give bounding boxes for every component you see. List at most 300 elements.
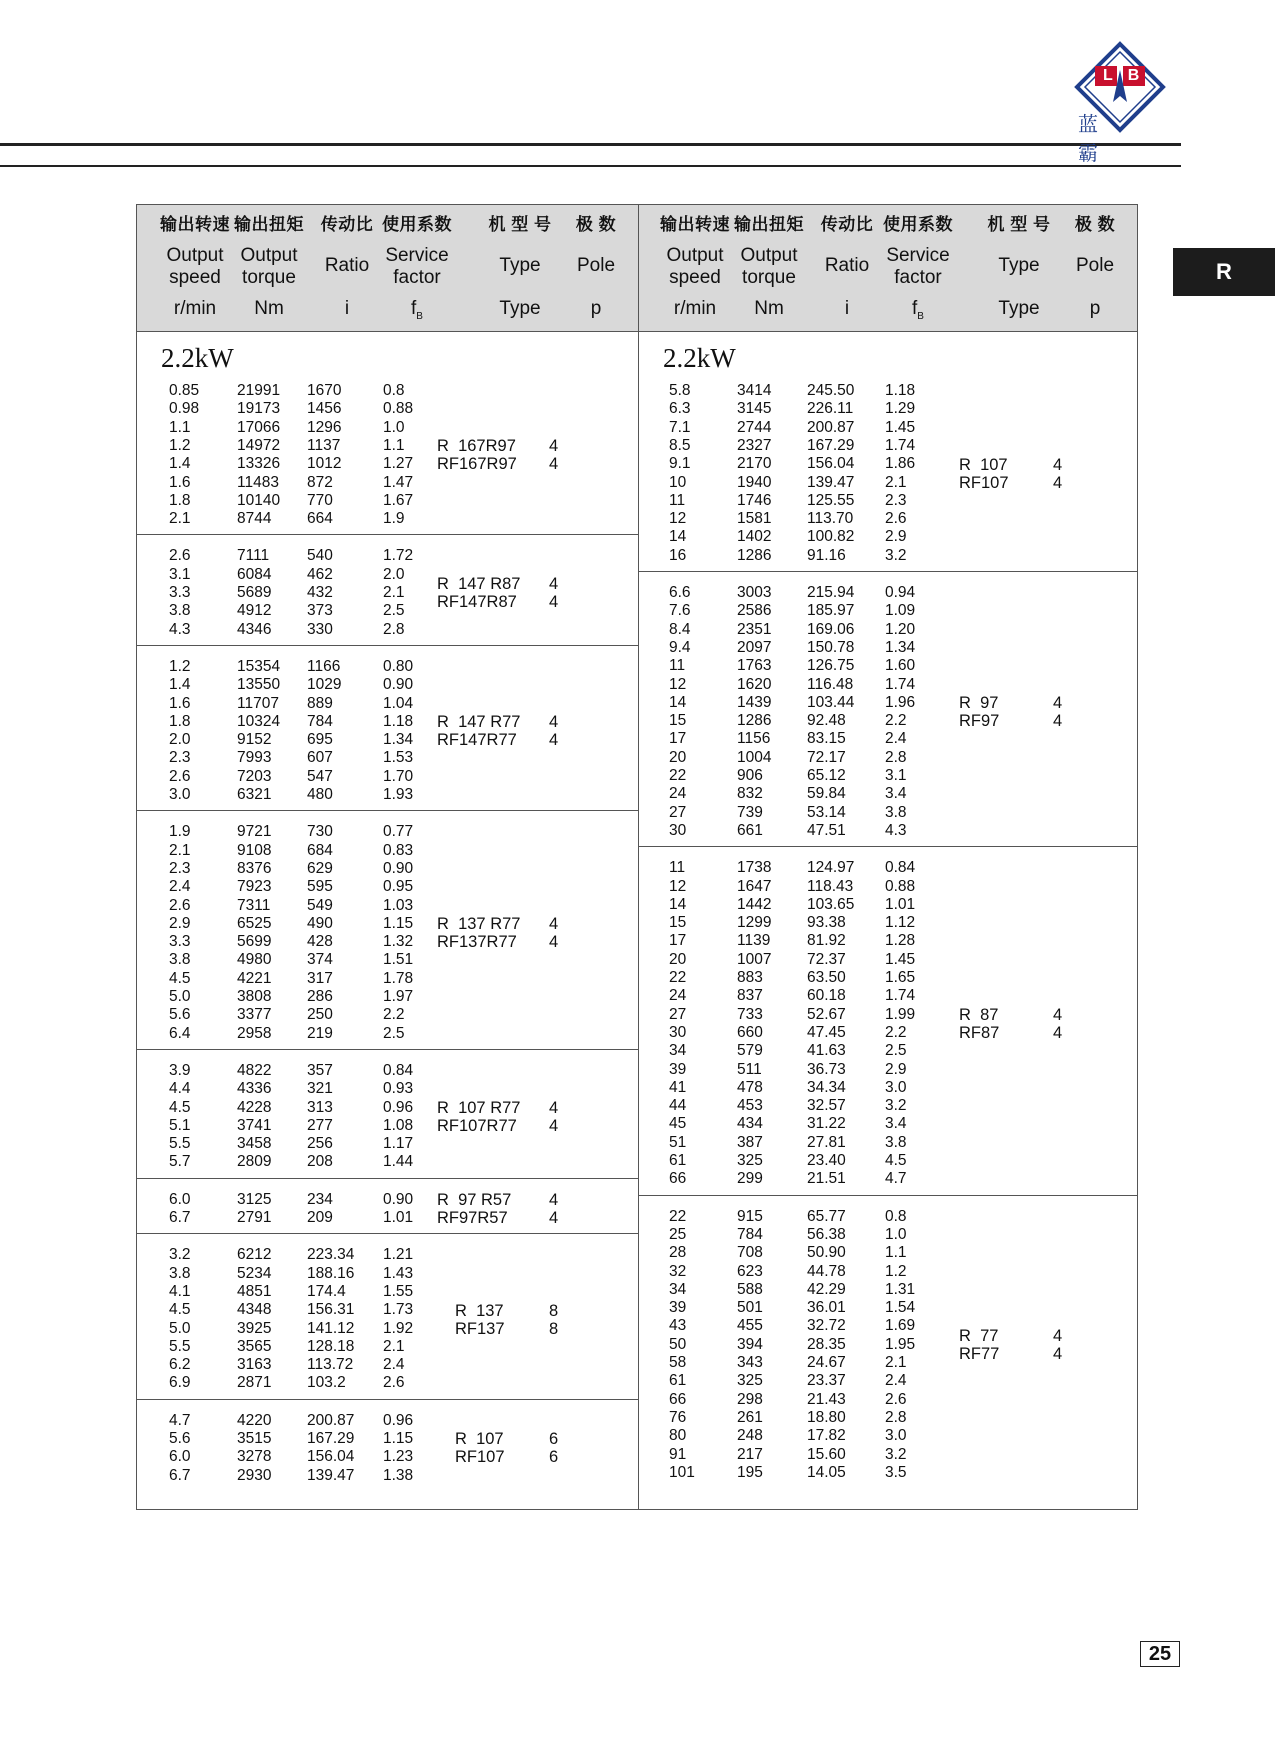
torque-cell: 3458: [237, 1135, 272, 1153]
speed-cell: 101: [669, 1463, 695, 1481]
ratio-cell: 50.90: [807, 1244, 846, 1262]
section-tab-r[interactable]: R: [1173, 248, 1275, 296]
factor-cell: 0.77: [383, 823, 414, 841]
factor-cell: 1.09: [885, 602, 916, 620]
speed-cell: 2.4: [169, 878, 191, 896]
factor-cell: 2.9: [885, 1060, 907, 1078]
speed-cell: 2.6: [169, 896, 191, 914]
ratio-cell: 167.29: [807, 436, 855, 454]
factor-cell: 2.1: [383, 1337, 405, 1355]
speed-cell: 5.0: [169, 988, 191, 1005]
speed-cell: 80: [669, 1427, 687, 1445]
ratio-cell: 126.75: [807, 657, 855, 675]
type-designation: R 97 RF97: [959, 694, 1000, 731]
ratio-cell: 156.04: [307, 1448, 355, 1466]
factor-cell: 3.1: [885, 767, 907, 784]
factor-cell: 1.47: [383, 473, 414, 491]
ratio-cell: 373: [307, 602, 333, 620]
ratio-cell: 23.37: [807, 1372, 846, 1390]
torque-cell: 3377: [237, 1006, 272, 1024]
torque-cell: 3808: [237, 988, 272, 1005]
speed-cell: 27: [669, 803, 687, 821]
ratio-cell: 330: [307, 620, 333, 638]
header-cn-torque: 输出扭矩: [234, 215, 304, 234]
torque-cell: 739: [737, 803, 763, 821]
torque-cell: 3925: [237, 1319, 272, 1337]
speed-cell: 0.98: [169, 400, 200, 418]
speed-cell: 30: [669, 821, 687, 839]
ratio-cell: 432: [307, 584, 333, 601]
speed-cell: 14: [669, 528, 687, 546]
factor-cell: 1.69: [885, 1317, 916, 1335]
ratio-cell: 42.29: [807, 1280, 846, 1298]
header-unit-pole: p: [590, 298, 602, 319]
torque-cell: 1647: [737, 877, 772, 895]
speed-cell: 3.8: [169, 602, 191, 620]
ratio-cell: 139.47: [307, 1466, 355, 1484]
factor-cell: 2.5: [383, 1024, 405, 1042]
ratio-cell: 17.82: [807, 1427, 846, 1445]
factor-cell: 1.01: [383, 1209, 414, 1226]
factor-cell: 2.5: [885, 1042, 907, 1060]
factor-cell: 2.8: [383, 620, 405, 638]
speed-cell: 1.2: [169, 436, 191, 454]
header-rule-top: [0, 143, 1181, 146]
speed-cell: 6.7: [169, 1209, 191, 1226]
torque-cell: 5689: [237, 584, 272, 601]
torque-cell: 15354: [237, 657, 281, 675]
factor-cell: 1.92: [383, 1319, 414, 1337]
torque-cell: 455: [737, 1317, 763, 1335]
speed-cell: 17: [669, 932, 687, 950]
factor-cell: 3.5: [885, 1463, 907, 1481]
torque-cell: 478: [737, 1078, 763, 1096]
factor-cell: 1.15: [383, 914, 414, 932]
right-power-label: 2.2kW: [663, 343, 736, 373]
group-separator: [639, 1195, 1137, 1196]
speed-cell: 27: [669, 1005, 687, 1023]
factor-cell: 2.6: [383, 1374, 405, 1392]
data-table: [136, 204, 1138, 1510]
torque-cell: 13550: [237, 676, 281, 694]
torque-cell: 6525: [237, 914, 272, 932]
header-en-service-factor: Service factor: [385, 245, 449, 288]
type-designation: R 107 RF107: [959, 455, 1009, 492]
torque-cell: 3414: [737, 382, 772, 399]
ratio-cell: 60.18: [807, 987, 846, 1005]
speed-cell: 50: [669, 1335, 687, 1353]
factor-cell: 1.21: [383, 1246, 414, 1264]
speed-cell: 66: [669, 1390, 687, 1408]
header-unit-type: Type: [499, 298, 541, 319]
speed-cell: 34: [669, 1042, 687, 1060]
pole-count: 6 6: [549, 1430, 559, 1467]
factor-cell: 0.8: [885, 1207, 907, 1225]
ratio-cell: 321: [307, 1080, 333, 1098]
torque-cell: 1402: [737, 528, 772, 546]
speed-cell: 61: [669, 1152, 687, 1169]
torque-cell: 3125: [237, 1190, 272, 1208]
speed-cell: 25: [669, 1225, 687, 1243]
ratio-cell: 56.38: [807, 1225, 846, 1243]
ratio-cell: 150.78: [807, 638, 855, 656]
ratio-cell: 113.70: [807, 510, 854, 528]
ratio-cell: 31.22: [807, 1115, 846, 1133]
torque-cell: 3003: [737, 584, 772, 601]
factor-cell: 1.38: [383, 1466, 414, 1484]
header-unit-service-factor: $f_B$: [912, 298, 924, 322]
ratio-cell: 256: [307, 1135, 333, 1153]
factor-cell: 1.54: [885, 1299, 916, 1317]
torque-cell: 3278: [237, 1448, 272, 1466]
speed-cell: 14: [669, 693, 687, 711]
factor-cell: 1.29: [885, 400, 916, 418]
ratio-cell: 28.35: [807, 1335, 846, 1353]
pole-count: 4 4: [549, 575, 559, 612]
torque-cell: 6084: [237, 565, 272, 583]
header-unit-service-factor: $f_B$: [411, 298, 423, 322]
speed-cell: 5.8: [669, 382, 691, 399]
speed-cell: 22: [669, 767, 687, 784]
type-designation: R 147 R77 RF147R77: [437, 713, 521, 750]
header-cn-pole: 极 数: [575, 215, 617, 234]
factor-cell: 1.45: [885, 418, 916, 436]
factor-cell: 0.90: [383, 859, 414, 877]
torque-cell: 2327: [737, 436, 772, 454]
speed-cell: 32: [669, 1262, 687, 1280]
ratio-cell: 116.48: [807, 675, 854, 693]
header-unit-torque: Nm: [754, 298, 784, 319]
ratio-cell: 234: [307, 1190, 333, 1208]
pole-count: 4 4: [549, 1098, 559, 1135]
ratio-cell: 428: [307, 933, 333, 951]
type-designation: R 107 R77 RF107R77: [437, 1098, 521, 1135]
factor-cell: 3.2: [885, 1097, 907, 1115]
speed-cell: 5.5: [169, 1337, 191, 1355]
ratio-cell: 81.92: [807, 932, 846, 950]
factor-cell: 0.88: [885, 877, 916, 895]
ratio-cell: 65.12: [807, 767, 846, 784]
torque-cell: 7993: [237, 749, 272, 767]
torque-cell: 195: [737, 1463, 763, 1481]
torque-cell: 9721: [237, 823, 272, 841]
header-unit-ratio: i: [844, 298, 850, 319]
torque-cell: 4220: [237, 1411, 272, 1429]
speed-cell: 76: [669, 1408, 687, 1426]
factor-cell: 1.2: [885, 1262, 907, 1280]
torque-cell: 623: [737, 1262, 763, 1280]
torque-cell: 8376: [237, 859, 272, 877]
ratio-cell: 185.97: [807, 602, 855, 620]
speed-cell: 4.3: [169, 620, 191, 638]
torque-cell: 1439: [737, 693, 772, 711]
torque-cell: 7203: [237, 767, 272, 785]
speed-cell: 6.0: [169, 1190, 191, 1208]
speed-cell: 28: [669, 1244, 687, 1262]
factor-cell: 1.60: [885, 657, 916, 675]
factor-cell: 1.32: [383, 933, 414, 951]
speed-cell: 11: [669, 859, 686, 877]
torque-cell: 343: [737, 1354, 763, 1371]
group-separator: [639, 571, 1137, 572]
speed-cell: 5.6: [169, 1430, 191, 1447]
factor-cell: 1.27: [383, 455, 414, 473]
factor-cell: 1.17: [383, 1135, 414, 1153]
factor-cell: 0.94: [885, 584, 916, 601]
factor-cell: 1.9: [383, 510, 405, 528]
header-unit-speed: r/min: [173, 298, 217, 319]
ratio-cell: 770: [307, 491, 333, 509]
ratio-cell: 462: [307, 565, 333, 583]
torque-cell: 7311: [237, 896, 271, 914]
factor-cell: 2.2: [383, 1006, 405, 1024]
ratio-cell: 32.72: [807, 1317, 846, 1335]
speed-cell: 4.5: [169, 1098, 191, 1116]
speed-cell: 5.1: [169, 1116, 191, 1134]
header-rule-bottom: [0, 165, 1181, 167]
pole-count: 4 4: [549, 915, 559, 952]
speed-cell: 34: [669, 1280, 687, 1298]
factor-cell: 1.34: [885, 638, 916, 656]
pole-count: 8 8: [549, 1301, 559, 1338]
speed-cell: 4.5: [169, 969, 191, 987]
torque-cell: 299: [737, 1170, 763, 1188]
header-en-speed: Output speed: [166, 245, 224, 288]
speed-cell: 1.4: [169, 676, 191, 694]
factor-cell: 3.0: [885, 1078, 907, 1096]
factor-cell: 0.84: [885, 859, 916, 877]
torque-cell: 733: [737, 1005, 763, 1023]
torque-cell: 7111: [237, 547, 270, 565]
factor-cell: 1.74: [885, 436, 916, 454]
ratio-cell: 44.78: [807, 1262, 846, 1280]
torque-cell: 453: [737, 1097, 763, 1115]
factor-cell: 1.86: [885, 455, 916, 473]
speed-cell: 6.6: [669, 584, 691, 601]
type-designation: R 107 RF107: [455, 1430, 505, 1467]
torque-cell: 2351: [737, 620, 772, 638]
torque-cell: 5234: [237, 1264, 272, 1282]
ratio-cell: 286: [307, 988, 333, 1005]
header-en-speed: Output speed: [666, 245, 724, 288]
speed-cell: 6.2: [169, 1356, 191, 1374]
header-en-service-factor: Service factor: [886, 245, 950, 288]
speed-cell: 6.9: [169, 1374, 191, 1392]
factor-cell: 2.6: [885, 510, 907, 528]
torque-cell: 19173: [237, 400, 281, 418]
ratio-cell: 200.87: [307, 1411, 355, 1429]
ratio-cell: 34.34: [807, 1078, 846, 1096]
factor-cell: 1.12: [885, 914, 916, 932]
speed-cell: 61: [669, 1372, 687, 1390]
torque-cell: 1940: [737, 473, 772, 491]
ratio-cell: 124.97: [807, 859, 855, 877]
factor-cell: 1.01: [885, 895, 916, 913]
speed-cell: 3.8: [169, 951, 191, 969]
factor-cell: 0.90: [383, 1190, 414, 1208]
speed-cell: 12: [669, 877, 687, 895]
factor-cell: 2.2: [885, 712, 907, 730]
ratio-cell: 141.12: [307, 1319, 355, 1337]
speed-cell: 1.4: [169, 455, 191, 473]
ratio-cell: 480: [307, 786, 333, 803]
torque-cell: 3741: [237, 1116, 272, 1134]
ratio-cell: 169.06: [807, 620, 855, 638]
speed-cell: 2.3: [169, 749, 191, 767]
torque-cell: 2871: [237, 1374, 272, 1392]
torque-cell: 8744: [237, 510, 272, 528]
ratio-cell: 664: [307, 510, 333, 528]
factor-cell: 2.3: [885, 491, 907, 509]
speed-cell: 39: [669, 1060, 687, 1078]
ratio-cell: 219: [307, 1024, 333, 1042]
speed-cell: 24: [669, 987, 687, 1005]
header-en-pole: Pole: [576, 255, 616, 276]
ratio-cell: 1137: [307, 436, 341, 454]
speed-cell: 5.0: [169, 1319, 191, 1337]
torque-cell: 3515: [237, 1430, 272, 1447]
factor-cell: 1.78: [383, 969, 414, 987]
torque-cell: 1581: [737, 510, 772, 528]
ratio-cell: 41.63: [807, 1042, 846, 1060]
torque-cell: 3163: [237, 1356, 272, 1374]
torque-cell: 4822: [237, 1061, 272, 1079]
header-cn-service-factor: 使用系数: [382, 215, 452, 234]
factor-cell: 1.23: [383, 1448, 414, 1466]
ratio-cell: 245.50: [807, 382, 855, 399]
speed-cell: 3.0: [169, 786, 191, 803]
factor-cell: 0.96: [383, 1411, 414, 1429]
torque-cell: 17066: [237, 418, 281, 436]
speed-cell: 11: [669, 491, 686, 509]
factor-cell: 2.8: [885, 748, 907, 766]
torque-cell: 3145: [737, 400, 772, 418]
speed-cell: 1.6: [169, 473, 191, 491]
speed-cell: 5.5: [169, 1135, 191, 1153]
ratio-cell: 174.4: [307, 1282, 346, 1300]
factor-cell: 1.44: [383, 1153, 414, 1171]
speed-cell: 20: [669, 748, 687, 766]
ratio-cell: 317: [307, 969, 333, 987]
torque-cell: 3565: [237, 1337, 272, 1355]
ratio-cell: 167.29: [307, 1430, 355, 1447]
torque-cell: 1442: [737, 895, 772, 913]
ratio-cell: 549: [307, 896, 333, 914]
speed-cell: 9.1: [669, 455, 691, 473]
speed-cell: 5.6: [169, 1006, 191, 1024]
header-en-ratio: Ratio: [824, 255, 870, 276]
header-en-type: Type: [499, 255, 541, 276]
torque-cell: 501: [737, 1299, 763, 1317]
factor-cell: 4.3: [885, 821, 907, 839]
ratio-cell: 27.81: [807, 1133, 846, 1151]
ratio-cell: 128.18: [307, 1337, 355, 1355]
ratio-cell: 1456: [307, 400, 342, 418]
ratio-cell: 72.37: [807, 950, 846, 968]
factor-cell: 0.8: [383, 382, 405, 399]
ratio-cell: 215.94: [807, 584, 855, 601]
torque-cell: 248: [737, 1427, 763, 1445]
torque-cell: 4980: [237, 951, 272, 969]
speed-cell: 14: [669, 895, 687, 913]
speed-cell: 2.6: [169, 767, 191, 785]
pole-count: 4 4: [1053, 1326, 1063, 1363]
torque-cell: 1004: [737, 748, 772, 766]
speed-cell: 0.85: [169, 382, 200, 399]
speed-cell: 7.1: [669, 418, 691, 436]
factor-cell: 1.97: [383, 988, 414, 1005]
ratio-cell: 118.43: [807, 877, 854, 895]
factor-cell: 1.34: [383, 731, 414, 749]
speed-cell: 3.9: [169, 1061, 191, 1079]
torque-cell: 217: [737, 1445, 763, 1463]
factor-cell: 1.0: [885, 1225, 907, 1243]
factor-cell: 2.5: [383, 602, 405, 620]
factor-cell: 1.95: [885, 1335, 916, 1353]
factor-cell: 2.1: [885, 1354, 907, 1371]
torque-cell: 1286: [737, 546, 772, 564]
ratio-cell: 63.50: [807, 969, 846, 986]
factor-cell: 1.31: [885, 1280, 916, 1298]
speed-cell: 2.1: [169, 841, 191, 859]
speed-cell: 2.9: [169, 914, 191, 932]
ratio-cell: 32.57: [807, 1097, 846, 1115]
factor-cell: 1.51: [383, 951, 414, 969]
speed-cell: 2.6: [169, 547, 191, 565]
ratio-cell: 595: [307, 878, 333, 896]
torque-cell: 784: [737, 1225, 763, 1243]
ratio-cell: 65.77: [807, 1207, 846, 1225]
ratio-cell: 125.55: [807, 491, 855, 509]
group-separator: [137, 1233, 638, 1234]
group-separator: [137, 1049, 638, 1050]
factor-cell: 1.65: [885, 969, 916, 986]
speed-cell: 1.2: [169, 657, 191, 675]
ratio-cell: 52.67: [807, 1005, 846, 1023]
factor-cell: 0.80: [383, 657, 414, 675]
speed-cell: 1.8: [169, 491, 191, 509]
torque-cell: 1299: [737, 914, 772, 932]
header-cn-ratio: 传动比: [820, 215, 874, 234]
ratio-cell: 547: [307, 767, 333, 785]
ratio-cell: 59.84: [807, 785, 846, 803]
type-designation: R 137 RF137: [455, 1301, 505, 1338]
header-en-pole: Pole: [1075, 255, 1115, 276]
type-designation: R 147 R87 RF147R87: [437, 575, 521, 612]
factor-cell: 2.4: [383, 1356, 405, 1374]
group-separator: [137, 1399, 638, 1400]
ratio-cell: 103.65: [807, 895, 855, 913]
factor-cell: 1.20: [885, 620, 916, 638]
speed-cell: 39: [669, 1299, 687, 1317]
ratio-cell: 1012: [307, 455, 342, 473]
factor-cell: 2.8: [885, 1408, 907, 1426]
group-separator: [137, 1178, 638, 1179]
ratio-cell: 784: [307, 712, 333, 730]
speed-cell: 6.3: [669, 400, 691, 418]
speed-cell: 12: [669, 675, 687, 693]
factor-cell: 1.18: [383, 712, 414, 730]
factor-cell: 1.18: [885, 382, 916, 399]
ratio-cell: 374: [307, 951, 333, 969]
speed-cell: 9.4: [669, 638, 691, 656]
factor-cell: 0.93: [383, 1080, 414, 1098]
torque-cell: 14972: [237, 436, 281, 454]
ratio-cell: 730: [307, 823, 333, 841]
factor-cell: 1.04: [383, 694, 414, 712]
type-designation: R 167R97 RF167R97: [437, 437, 517, 474]
factor-cell: 3.0: [885, 1427, 907, 1445]
